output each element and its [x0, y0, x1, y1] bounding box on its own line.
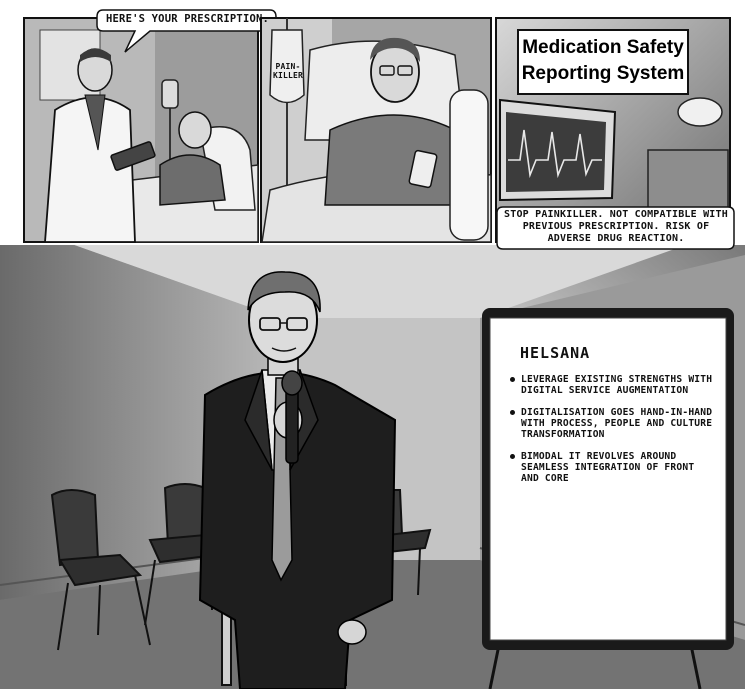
panel-patient: [261, 18, 491, 242]
alert-caption-text: STOP PAINKILLER. NOT COMPATIBLE WITH PREVIOUS PRESCRIPTION. RISK OF ADVERSE DRUG REACTION.: [504, 209, 728, 244]
flipchart: [482, 308, 734, 689]
doctor-speech-text: HERE'S YOUR PRESCRIPTION.: [106, 13, 270, 25]
flipchart-bullet: DIGITALISATION GOES HAND-IN-HAND WITH PROCESS, PEOPLE AND CULTURE TRANSFORMATION: [508, 407, 713, 440]
bullet-dot-icon: [510, 410, 515, 415]
flipchart-bullet: LEVERAGE EXISTING STRENGTHS WITH DIGITAL SERVICE AUGMENTATION: [508, 374, 713, 396]
flipchart-title: HELSANA: [520, 344, 591, 362]
panel-doctor: [24, 10, 276, 242]
flipchart-bullet: BIMODAL IT REVOLVES AROUND SEAMLESS INTEGRATION OF FRONT AND CORE: [508, 451, 713, 484]
iv-bag-label: PAIN- KILLER: [272, 62, 304, 80]
system-sign-text: [518, 35, 688, 87]
microphone: [286, 385, 298, 463]
bullet-dot-icon: [510, 377, 515, 382]
sign-title-line2: Reporting System: [521, 63, 685, 84]
bullet-dot-icon: [510, 454, 515, 459]
sign-title-line1: Medication Safety: [522, 37, 684, 58]
flipchart-bullet-list: [508, 374, 713, 495]
